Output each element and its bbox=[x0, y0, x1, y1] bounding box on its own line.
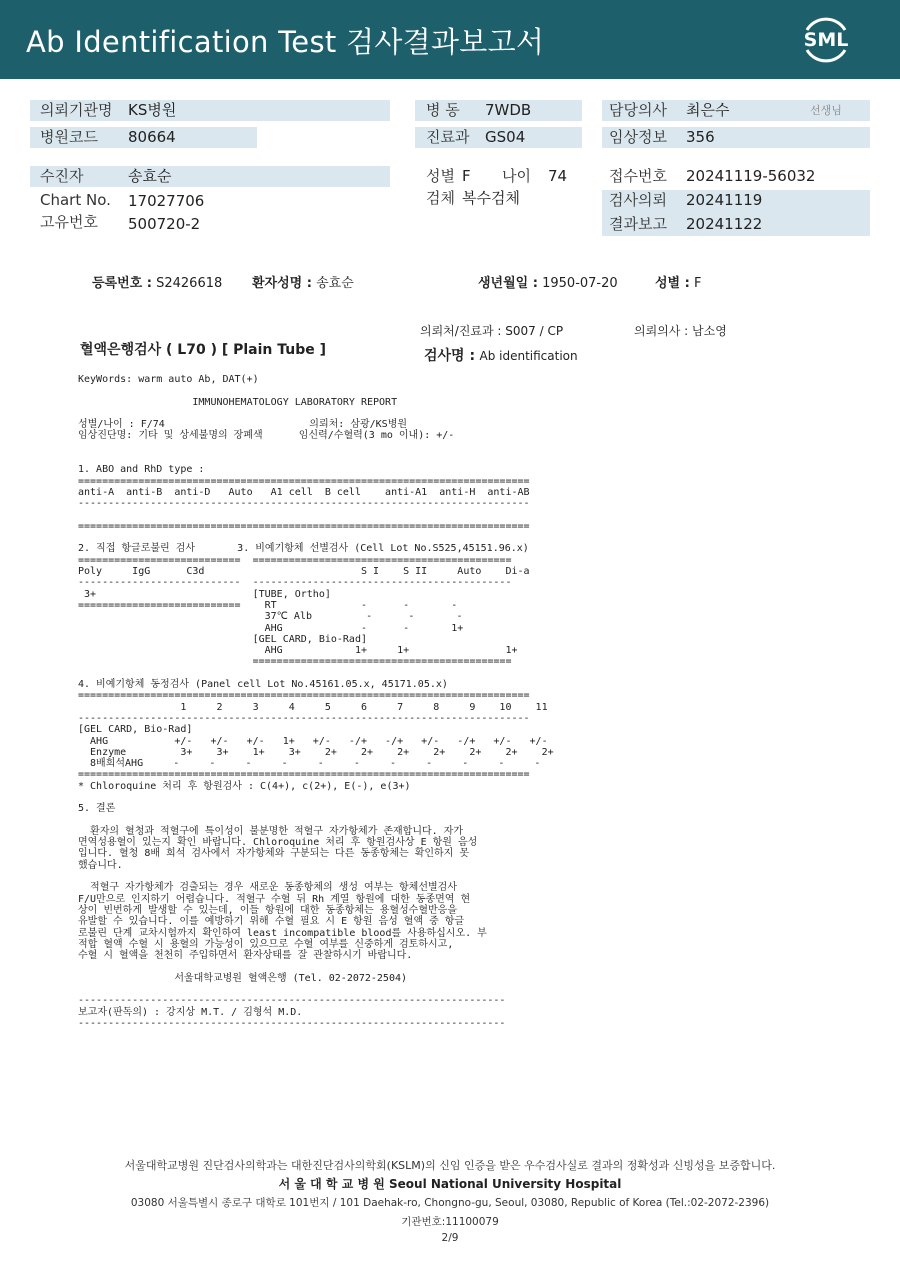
specimen-value: 복수검체 bbox=[462, 189, 520, 207]
result-report-value: 20241122 bbox=[686, 215, 763, 233]
doctor-suffix: 선생님 bbox=[810, 104, 842, 117]
patient-label: 수진자 bbox=[40, 167, 84, 185]
hospital-code-value: 80664 bbox=[128, 128, 176, 146]
result-report-label: 결과보고 bbox=[609, 215, 667, 233]
test-name-label: 검사명 : bbox=[424, 348, 476, 364]
test-title: 혈액은행검사 ( L70 ) [ Plain Tube ] bbox=[80, 342, 327, 358]
page-number: 2/9 bbox=[441, 1232, 459, 1244]
reg-sex bbox=[655, 272, 701, 291]
test-name bbox=[424, 346, 578, 367]
report-header bbox=[0, 0, 900, 79]
requesting-org-label: 의뢰기관명 bbox=[40, 101, 113, 119]
unique-no-label: 고유번호 bbox=[40, 213, 98, 231]
ward-value: 7WDB bbox=[485, 101, 532, 119]
patient-value: 송효순 bbox=[128, 167, 172, 185]
sml-logo bbox=[797, 12, 855, 68]
specimen-label: 검체 bbox=[426, 189, 455, 207]
reg-sex-value: F bbox=[693, 276, 702, 291]
department-label: 진료과 bbox=[426, 128, 470, 146]
reg-sex-label: 성별 : bbox=[655, 276, 690, 291]
receipt-no-label: 접수번호 bbox=[609, 167, 667, 185]
test-request-value: 20241119 bbox=[686, 191, 763, 209]
reg-name-label: 환자성명 : bbox=[252, 276, 312, 291]
lab-report-text: KeyWords: warm auto Ab, DAT(+) IMMUNOHEMATOLOGY LABORATORY REPORT 성별/나이 : F/74 의뢰처: 삼광/KS병원 임상진단명: 기타 및 상세불명의 장폐색 임신력/수혈력(3 mo 이내): +/- 1. ABO and RhD type : =========================================================================== anti-A anti-B anti-D Auto A1 cell B cell anti-A1 anti-H anti-AB --------------------------------------------------------------------------- =========================================================================== 2. 직접 항글로불린 검사 3. 비예기항체 선별검사 (Cell Lot No.S525,45151.96.x) =========================== =========================================== Poly IgG C3d S I S II Auto Di-a --------------------------- ------------------------------------------- 3+ [TUBE, Ortho] =========================== RT - - - 37℃ Alb - - - AHG - - 1+ [GEL CARD, Bio-Rad] AHG 1+ 1+ 1+ =========================================== 4. 비예기항체 동정검사 (Panel cell Lot No.45161.05.x, 45171.05.x) =========================================================================== 1 2 3 4 5 6 7 8 9 10 11 --------------------------------------------------------------------------- [GEL CARD, Bio-Rad] AHG +/- +/- +/- 1+ +/- -/+ -/+ +/- -/+ +/- +/- Enzyme 3+ 3+ 1+ 3+ 2+ 2+ 2+ 2+ 2+ 2+ 2+ 8배희석AHG - - - - - - - - - - - =========================================================================== * Chloroquine 처리 후 항원검사 : C(4+), c(2+), E(-), e(3+) 5. 결론 환자의 혈청과 적혈구에 특이성이 불분명한 적혈구 자가항체가 존재합니다. 자가 면역성용혈이 있는지 확인 바랍니다. Chloroquine 처리 후 항원검사상 E 항원 음성 입니다. 혈청 8배 희석 검사에서 자가항체와 구분되는 다른 동종항체는 확인하지 못 했습니다. 적혈구 자가항체가 검출되는 경우 새로운 동종항체의 생성 여부는 항체선별검사 F/U만으로 인지하기 어렵습니다. 적혈구 수혈 뒤 Rh 계열 항원에 대한 동종면역 현 상이 빈번하게 발생할 수 있는데, 이들 항원에 대한 동종항체는 용혈성수혈반응을 유발할 수 있습니다. 이를 예방하기 위해 수혈 필요 시 E 항원 음성 혈액 중 항글 로불린 단계 교차시험까지 확인하여 least incompatible blood를 사용하십시오. 부 적합 혈액 수혈 시 용혈의 가능성이 있으므로 수혈 여부를 신중하게 검토하시고, 수혈 시 혈액을 천천히 주입하면서 환자상태를 잘 관찰하시기 바랍니다. 서울대학교병원 혈액은행 (Tel. 02-2072-2504) ----------------------------------------------------------------------- 보고자(판독의) : 강지상 M.T. / 김형석 M.D. ----------------------------------------------------------------------- bbox=[78, 374, 554, 1029]
clinical-info-label: 임상정보 bbox=[609, 128, 667, 146]
reg-no-label: 등록번호 : bbox=[92, 276, 152, 291]
reg-name-value: 송효순 bbox=[316, 276, 354, 291]
sex-value: F bbox=[462, 167, 471, 185]
department-value: GS04 bbox=[485, 128, 526, 146]
reg-dob-value: 1950-07-20 bbox=[542, 276, 618, 291]
footer-hospital-name: 서 울 대 학 교 병 원 Seoul National University Hospital bbox=[278, 1177, 622, 1191]
field-bar bbox=[30, 166, 390, 187]
doctor-label: 담당의사 bbox=[609, 101, 667, 119]
requesting-org-value: KS병원 bbox=[128, 101, 177, 119]
request-doctor: 의뢰의사 : 남소영 bbox=[634, 324, 727, 338]
chart-no-label: Chart No. bbox=[40, 191, 111, 209]
test-name-value: Ab identification bbox=[479, 349, 578, 363]
footer-certification: 서울대학교병원 진단검사의학과는 대한진단검사의학회(KSLM)의 신임 인증을 받은 우수검사실로 결과의 정확성과 신빙성을 보증합니다. bbox=[124, 1159, 776, 1172]
footer-address: 03080 서울특별시 종로구 대학로 101번지 / 101 Daehak-ro, Chongno-gu, Seoul, 03080, Republic of Korea (Tel.:02-2072-2396) bbox=[130, 1197, 770, 1209]
reg-name bbox=[252, 272, 354, 291]
chart-no-value: 17027706 bbox=[128, 192, 205, 210]
reg-dob bbox=[478, 272, 618, 291]
footer-institution-no: 기관번호:11100079 bbox=[401, 1216, 499, 1228]
receipt-no-value: 20241119-56032 bbox=[686, 167, 816, 185]
logo-text: SML bbox=[803, 29, 849, 51]
doctor-value: 최은수 bbox=[686, 101, 730, 119]
request-dept: 의뢰처/진료과 : S007 / CP bbox=[420, 324, 564, 338]
ward-label: 병 동 bbox=[426, 101, 460, 119]
age-value: 74 bbox=[548, 167, 568, 185]
report-title: Ab Identification Test 검사결과보고서 bbox=[26, 25, 545, 59]
unique-no-value: 500720-2 bbox=[128, 215, 201, 233]
sex-label: 성별 bbox=[426, 167, 455, 185]
hospital-code-label: 병원코드 bbox=[40, 128, 98, 146]
test-request-label: 검사의뢰 bbox=[609, 191, 667, 209]
reg-no bbox=[92, 272, 222, 291]
reg-dob-label: 생년월일 : bbox=[478, 276, 538, 291]
clinical-info-value: 356 bbox=[686, 128, 715, 146]
reg-no-value: S2426618 bbox=[156, 276, 223, 291]
age-label: 나이 bbox=[502, 167, 531, 185]
